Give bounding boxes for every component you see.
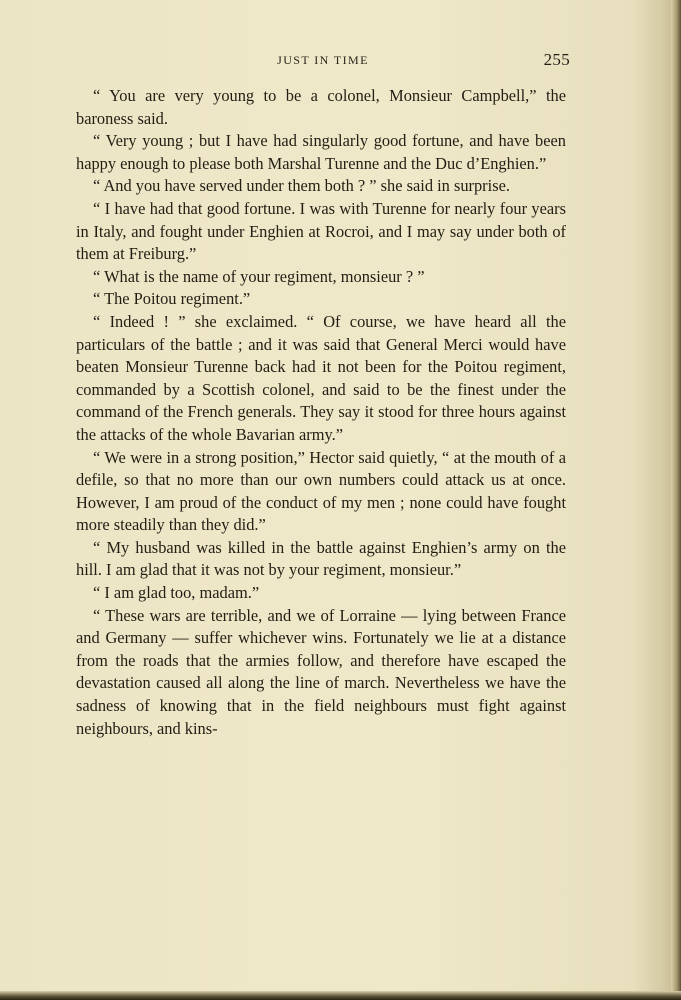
page-number: 255 [543,50,570,69]
running-head: JUST IN TIME [277,53,369,67]
paragraph: “ And you have served under them both ? ” she said in surprise. [93,176,510,196]
page-header [76,50,570,72]
page-edge-right [671,0,681,1000]
paragraph: “ I am glad too, madam.” [93,583,260,603]
paragraph: “ Very young ; but I have had singularly good fortune, and have been happy enough to please both Marshal Turenne and the Duc d’Enghien.” [76,131,566,173]
page-edge-bottom [0,991,681,1000]
paragraph: “ My husband was killed in the battle against Enghien’s army on the hill. I am glad that it was not by your regiment, monsieur.” [76,537,566,580]
paragraph: “ Indeed ! ” she exclaimed. “ Of course, we have heard all the particulars of the battle ; and it was said that General Merci would have beaten Monsieur Turenne back had it not been for the Poitou regiment, commanded by a Scottish colonel, and said to be the finest under the command of the French generals. They say it stood for three hours against the attacks of the whole Bavarian army.” [76,311,566,444]
paragraph: “ You are very young to be a colonel, Monsieur Campbell,” the baroness said. [76,86,566,128]
paragraph: “ What is the name of your regiment, monsieur ? ” [93,266,425,286]
paragraph: “ The Poitou regiment.” [93,289,251,309]
paragraph: “ I have had that good fortune. I was with Turenne for nearly four years in Italy, and fought under Enghien at Rocroi, and I may say under both of them at Freiburg.” [76,198,566,264]
body-text [76,85,566,740]
paragraph: “ These wars are terrible, and we of Lorraine — lying between France and Germany — suffer whichever wins. Fortunately we lie at a distance from the roads that the armies follow, and therefore have escaped the devastation caused all along the line of march. Nevertheless we have the sadness of knowing that in the field neighbours must fight against neighbours, and kins- [76,605,566,738]
paragraph: “ We were in a strong position,” Hector said quietly, “ at the mouth of a defile, so that no more than our own numbers could attack us at once. However, I am proud of the conduct of my men ; none could have fought more steadily than they did.” [76,447,566,535]
